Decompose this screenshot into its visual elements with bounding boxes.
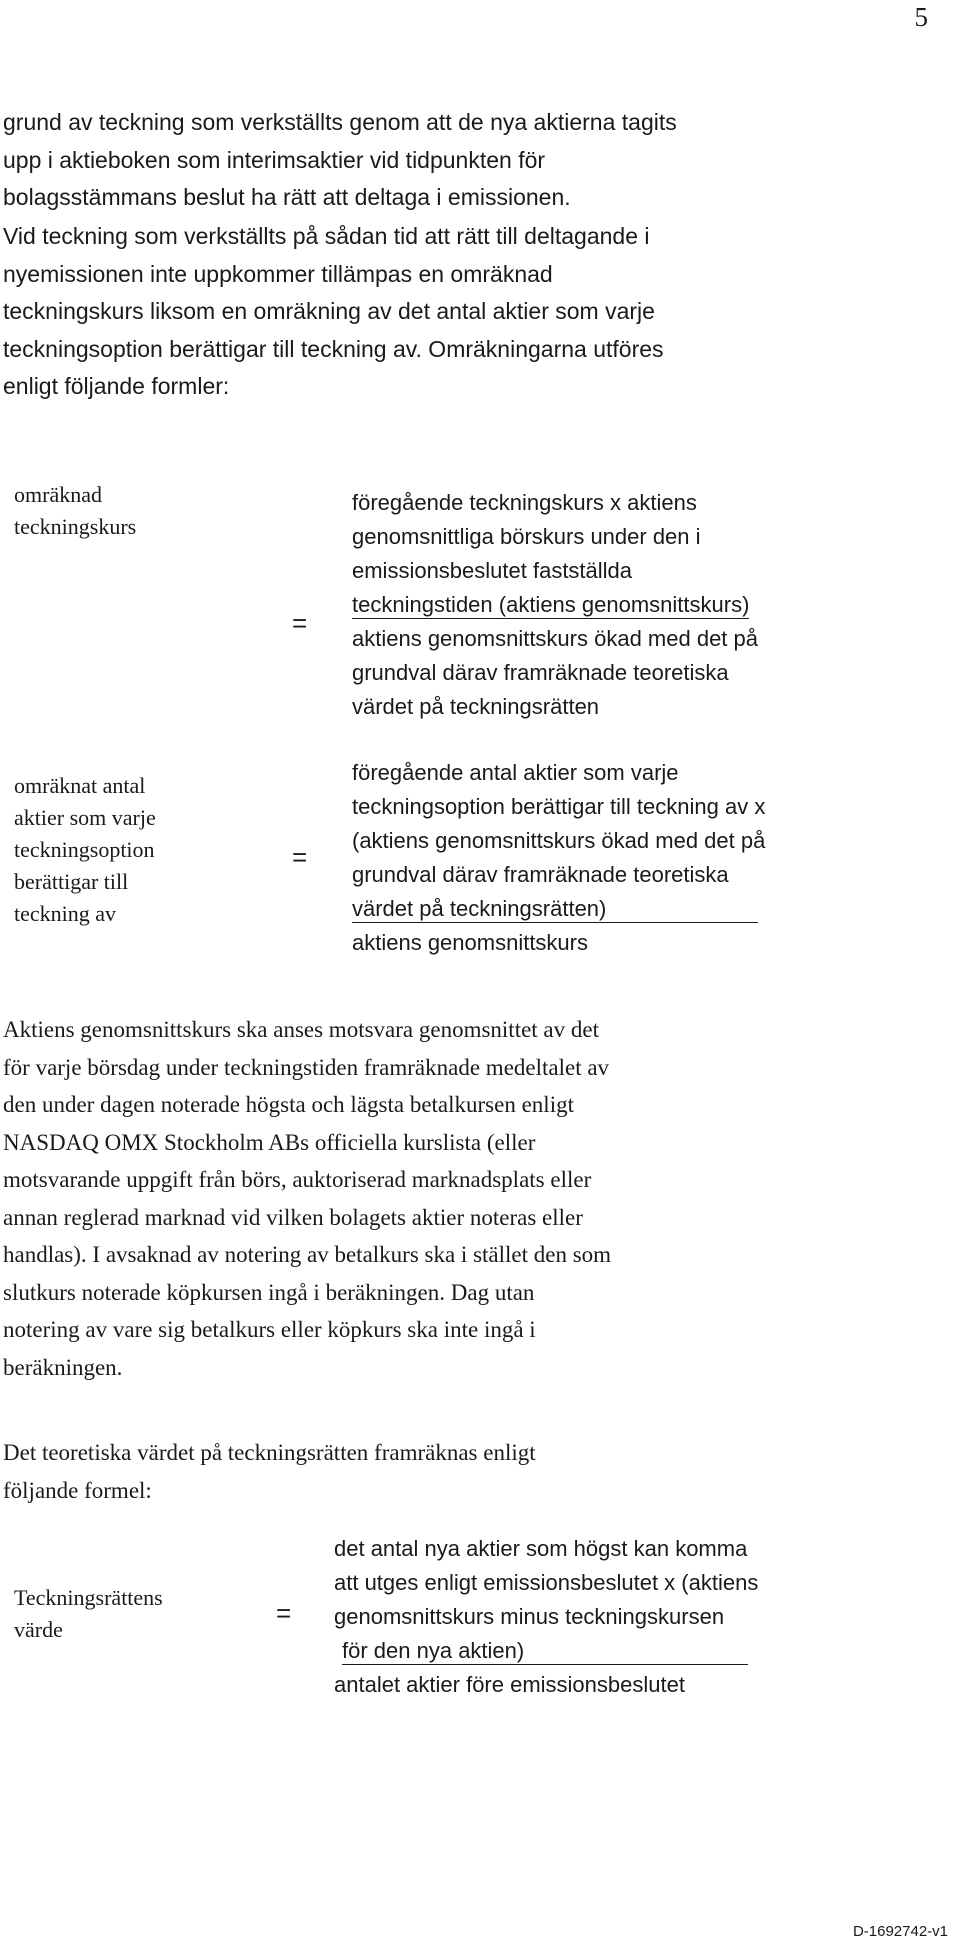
formula-3-expression <box>334 1532 758 1702</box>
formula-label-line: berättigar till <box>14 869 129 894</box>
formula-2-expression <box>352 756 765 960</box>
formula-3-equals: = <box>276 1598 292 1628</box>
numerator-line: föregående antal aktier som varje <box>352 760 679 785</box>
paragraph-line: teckningsoption berättigar till teckning av. Omräkningarna utföres <box>3 335 664 362</box>
denominator-line: aktiens genomsnittskurs ökad med det på <box>352 626 759 651</box>
formula-label-line: värde <box>14 1617 63 1642</box>
paragraph-2 <box>3 218 664 406</box>
formula-label-line: omräknad <box>14 482 102 507</box>
numerator-line: emissionsbeslutet fastställda <box>352 558 633 583</box>
paragraph-line: enligt följande formler: <box>3 373 230 399</box>
paragraph-line: bolagsstämmans beslut ha rätt att deltaga i emissionen. <box>3 184 571 210</box>
document-code: D-1692742-v1 <box>852 1923 948 1940</box>
paragraph-line: den under dagen noterade högsta och lägsta betalkursen enligt <box>3 1092 574 1117</box>
paragraph-line: Vid teckning som verkställts på sådan tid att rätt till deltagande i <box>3 223 650 249</box>
paragraph-line: för varje börsdag under teckningstiden framräknade medeltalet av <box>3 1054 610 1080</box>
paragraph-line: annan reglerad marknad vid vilken bolagets aktier noteras eller <box>3 1204 583 1230</box>
fraction-bar-line: värdet på teckningsrätten) <box>352 895 758 923</box>
paragraph-line: Aktiens genomsnittskurs ska anses motsvara genomsnittet av det <box>3 1017 599 1042</box>
paragraph-line: upp i aktieboken som interimsaktier vid tidpunkten för <box>3 146 546 173</box>
fraction-bar-line: teckningstiden (aktiens genomsnittskurs) <box>352 592 750 617</box>
paragraph-line: grund av teckning som verkställts genom att de nya aktierna tagits <box>3 109 677 135</box>
formula-1-expression <box>352 486 758 724</box>
formula-label-line: teckningskurs <box>14 514 137 539</box>
numerator-line: (aktiens genomsnittskurs ökad med det på <box>352 828 766 853</box>
formula-label-line: teckningsoption <box>14 837 155 862</box>
formula-label-line: teckning av <box>14 901 117 926</box>
formula-label-line: aktier som varje <box>14 805 156 830</box>
denominator-line: antalet aktier före emissionsbeslutet <box>334 1672 685 1697</box>
numerator-line: genomsnittskurs minus teckningskursen <box>334 1604 725 1629</box>
denominator-line: värdet på teckningsrätten <box>352 694 600 719</box>
paragraph-3 <box>3 1011 611 1386</box>
paragraph-line: motsvarande uppgift från börs, auktoriserad marknadsplats eller <box>3 1167 592 1192</box>
formula-label-line: omräknat antal <box>14 773 146 798</box>
paragraph-line: beräkningen. <box>3 1354 123 1380</box>
numerator-line: genomsnittliga börskurs under den i <box>352 524 701 549</box>
numerator-line: det antal nya aktier som högst kan komma <box>334 1536 748 1561</box>
denominator-line: aktiens genomsnittskurs <box>352 930 588 955</box>
numerator-line: föregående teckningskurs x aktiens <box>352 490 697 515</box>
denominator-line: grundval därav framräknade teoretiska <box>352 660 729 685</box>
paragraph-line: teckningskurs liksom en omräkning av det antal aktier som varje <box>3 298 655 324</box>
paragraph-line: handlas). I avsaknad av notering av betalkurs ska i stället den som <box>3 1242 612 1267</box>
paragraph-line: notering av vare sig betalkurs eller köpkurs ska inte ingå i <box>3 1317 536 1342</box>
formula-2-equals: = <box>292 842 308 872</box>
paragraph-line: slutkurs noterade köpkursen ingå i beräkningen. Dag utan <box>3 1279 535 1305</box>
fraction-bar-line: för den nya aktien) <box>342 1637 748 1665</box>
paragraph-line: Det teoretiska värdet på teckningsrätten framräknas enligt <box>3 1440 536 1465</box>
paragraph-line: nyemissionen inte uppkommer tillämpas en omräknad <box>3 260 553 287</box>
formula-1-label <box>14 479 136 543</box>
paragraph-1 <box>3 104 677 217</box>
formula-3-label <box>14 1582 163 1646</box>
paragraph-4 <box>3 1434 536 1509</box>
page-number: 5 <box>914 2 928 32</box>
formula-2-label <box>14 770 156 930</box>
numerator-line: teckningsoption berättigar till teckning av x <box>352 794 766 819</box>
formula-1-equals: = <box>292 608 308 638</box>
paragraph-line: följande formel: <box>3 1477 152 1503</box>
numerator-line: grundval därav framräknade teoretiska <box>352 862 729 887</box>
paragraph-line: NASDAQ OMX Stockholm ABs officiella kurslista (eller <box>3 1129 536 1155</box>
numerator-line: att utges enligt emissionsbeslutet x (aktiens <box>334 1570 759 1595</box>
formula-label-line: Teckningsrättens <box>14 1585 163 1610</box>
